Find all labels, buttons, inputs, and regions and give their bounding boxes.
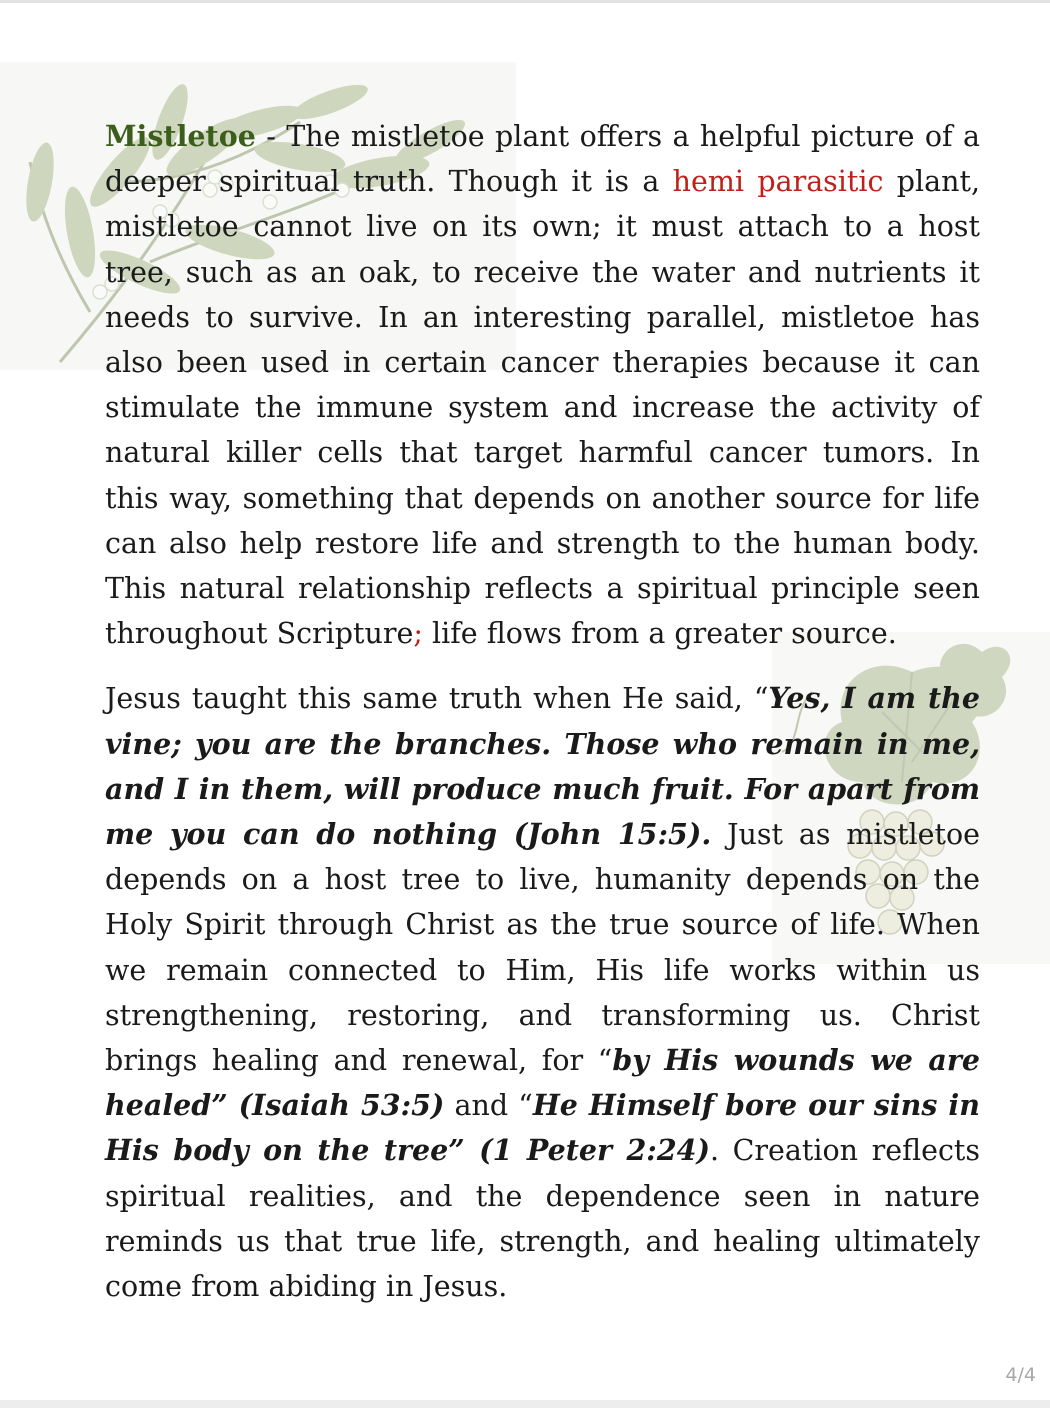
paragraph1-text-2: plant, mistletoe cannot live on its own; it must attach to a host tree, such as an oak, to receive the water and nutrients it needs to survive. In an interesting parallel, mistletoe has also been used in certain cancer therapies because it can stimulate the immune system and increase the activity of natural killer cells that target harmful cancer tumors. In this way, something that depends on another source for life can also help restore life and strength to the human body. This natural relationship reflects a spiritual principle seen throughout Scripture [105, 165, 981, 651]
paragraph-jesus [105, 676, 980, 1309]
quote-john-15-5: Yes, I am the vine; you are the branches. Those who remain in me, and I in them, will produce much fruit. For apart from me you can do nothing (John 15:5). [105, 681, 980, 852]
paragraph1-text-3: life flows from a greater source. [422, 617, 897, 651]
highlight-hemi-parasitic: hemi parasitic [672, 165, 884, 199]
paragraph2-text-2: Just as mistletoe depends on a host tree to live, humanity depends on the Holy Spirit through Christ as the true source of life. When we remain connected to Him, His life works within us strengthening, restoring, and transforming us. Christ brings healing and renewal, for “ [105, 818, 980, 1078]
term-mistletoe: Mistletoe [105, 119, 256, 153]
quote-1-peter-2-24: He Himself bore our sins in His body on the tree” (1 Peter 2:24) [105, 1088, 980, 1168]
paragraph2-text-1: Jesus taught this same truth when He said, “ [105, 682, 769, 716]
paragraph-mistletoe [105, 114, 980, 656]
paragraph2-text-4: . Creation reflects spiritual realities, and the dependence seen in nature reminds us that true life, strength, and healing ultimately come from abiding in Jesus. [105, 1134, 981, 1304]
bottom-border [0, 1400, 1050, 1408]
quote-isaiah-53-5: by His wounds we are healed” (Isaiah 53:5) [105, 1043, 981, 1123]
page-number: 4/4 [1005, 1364, 1036, 1386]
red-semicolon: ; [413, 617, 423, 651]
top-border [0, 0, 1050, 3]
paragraph2-text-3: and “ [444, 1089, 533, 1123]
article-body [105, 114, 980, 1309]
paragraph1-text-1: - The mistletoe plant offers a helpful picture of a deeper spiritual truth. Though it is a [105, 120, 980, 199]
